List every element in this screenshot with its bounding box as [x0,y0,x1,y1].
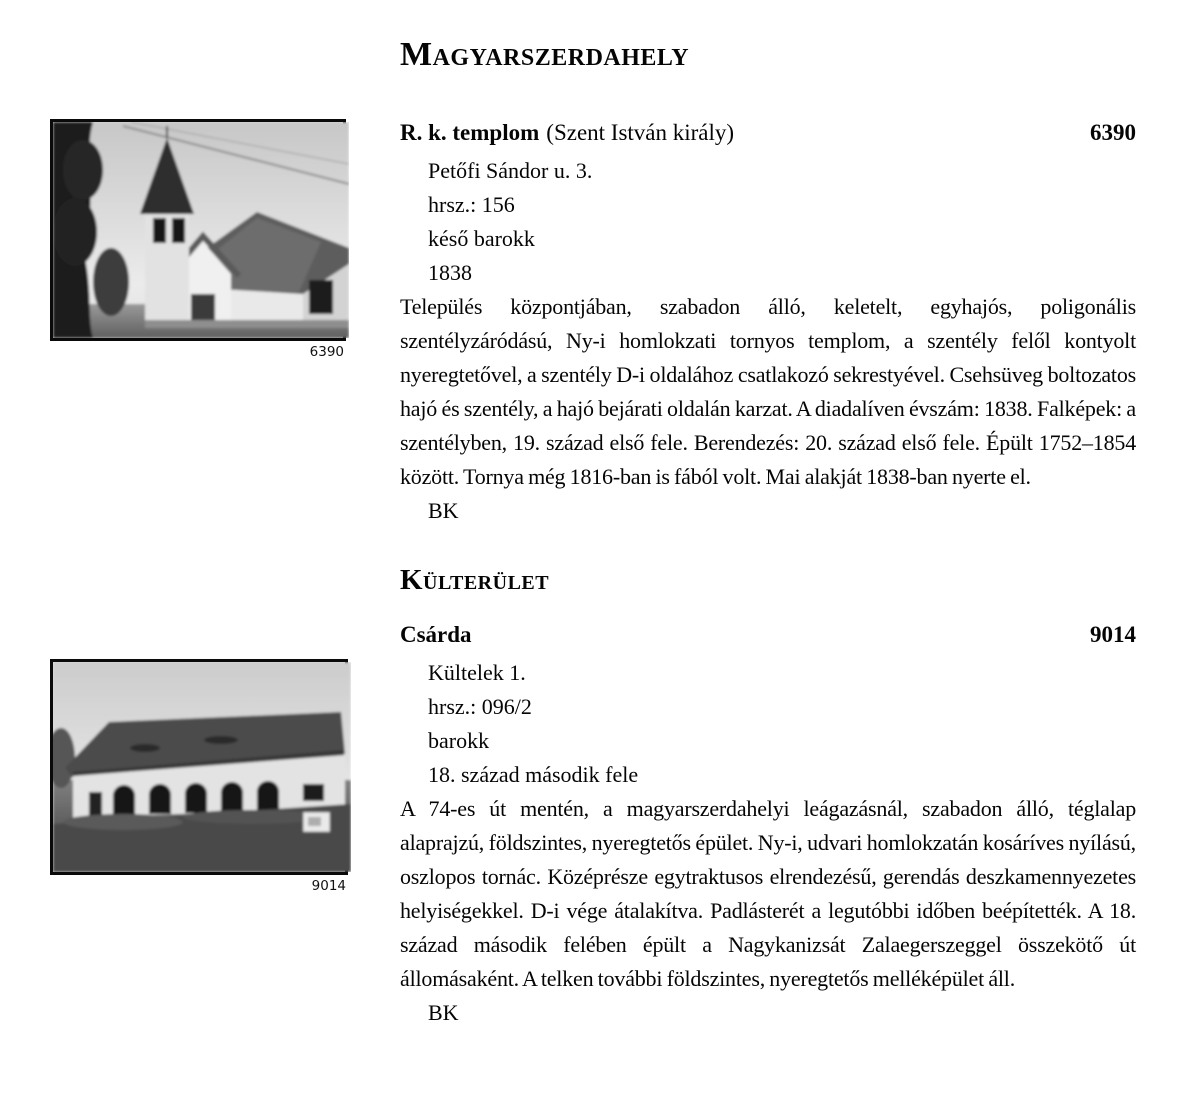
text-column [400,36,1136,1030]
entry-details [400,656,1136,792]
monument-photo-templom [50,119,346,360]
entry-author-initials: BK [428,1000,459,1025]
entry-date: 1838 [428,260,472,285]
entry-number: 6390 [1090,120,1136,145]
entry-description: A 74-es út mentén, a magyarszerdahelyi leágazásnál, szabadon álló, téglalap alaprajzú, földszintes, nyeregtetős épület. Ny-i, udvari homlokzatán kosáríves nyílású, oszlopos tornác. Középrésze egytraktusos elrendezésű, gerendás deszkamennyezetes helyiségekkel. D-i vége átalakítva. Padlásterét a legutóbbi időben beépítették. A 18. század második felében épült a Nagykanizsát Zalaegerszeggel összekötő út állomásaként. A telken további földszintes, nyeregtetős melléképület áll. [400,796,1136,991]
monument-photo-csarda [50,659,348,894]
page-title: Magyarszerdahely [400,36,690,73]
photo-caption: 6390 [309,344,344,360]
photo-caption: 9014 [311,878,346,894]
entry-address: Petőfi Sándor u. 3. [428,158,593,183]
photo-frame [50,119,346,341]
entry-title [400,620,472,650]
entry-title [400,118,734,148]
entry-style: késő barokk [428,226,535,251]
entry-dedication: (Szent István király) [546,120,735,145]
entry-number: 9014 [1090,622,1136,647]
entry-description: Település központjában, szabadon álló, keletelt, egyhajós, poligonális szentélyzáródású, Ny-i homlokzati tornyos templom, a szentély felől kontyolt nyeregtetővel, a szentély D-i oldalához csatlakozó sekrestyével. Csehsüveg boltozatos hajó és szentély, a hajó bejárati oldalán karzat. A diadalíven évszám: 1838. Falképek: a szentélyben, 19. század első fele. Berendezés: 20. század első fele. Épült 1752–1854 között. Tornya még 1816-ban is fából volt. Mai alakját 1838-ban nyerte el. [400,294,1136,489]
entry-header [400,118,1136,148]
entry-parcel: hrsz.: 156 [428,192,515,217]
entry-name: R. k. templom [400,120,540,145]
entry-csarda [400,620,1136,1030]
entry-name: Csárda [400,622,472,647]
entry-address: Kültelek 1. [428,660,526,685]
section-heading: Külterület [400,564,550,596]
entry-author-initials: BK [428,498,459,523]
inn-photo-illustration [53,662,351,872]
entry-style: barokk [428,728,490,753]
church-photo-illustration [53,122,349,338]
entry-parcel: hrsz.: 096/2 [428,694,532,719]
entry-header [400,620,1136,650]
entry-date: 18. század második fele [428,762,639,787]
photo-frame [50,659,348,875]
entry-details [400,154,1136,290]
entry-templom [400,118,1136,528]
